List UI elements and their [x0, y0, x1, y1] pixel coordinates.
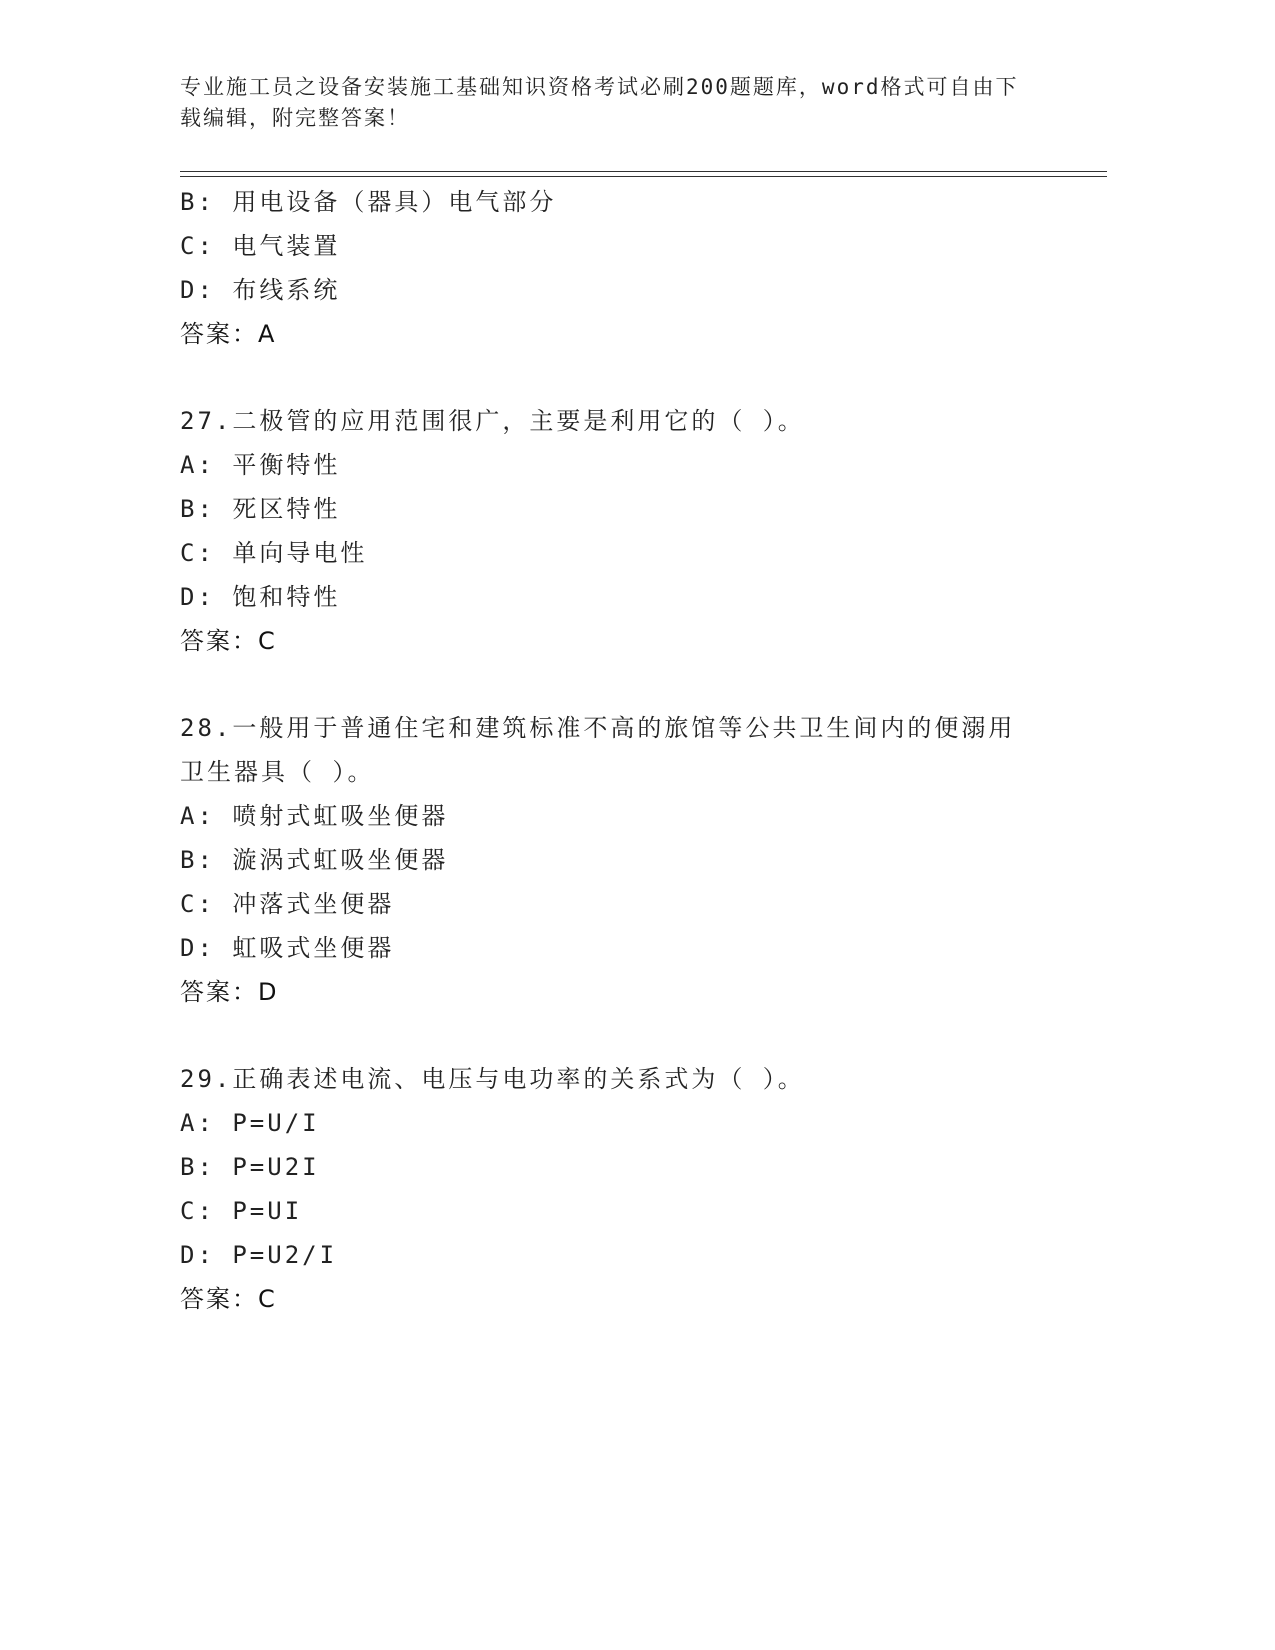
option-d: D: 布线系统 [180, 276, 341, 304]
option-b: B: 漩涡式虹吸坐便器 [180, 846, 449, 874]
header-rule-bottom [180, 176, 1107, 177]
option-d: D: 虹吸式坐便器 [180, 934, 395, 962]
question-text: 29.正确表述电流、电压与电功率的关系式为（ ）。 [180, 1065, 805, 1093]
answer-value: D [258, 978, 279, 1006]
option-c: C: 冲落式坐便器 [180, 890, 395, 918]
answer-value: A [258, 320, 277, 348]
option-b: B: P=U2I [180, 1153, 320, 1181]
option-c: C: 电气装置 [180, 232, 341, 260]
option-b: B: 用电设备（器具）电气部分 [180, 188, 557, 216]
option-a: A: 喷射式虹吸坐便器 [180, 802, 449, 830]
option-b: B: 死区特性 [180, 495, 341, 523]
question-text: 27.二极管的应用范围很广，主要是利用它的（ ）。 [180, 407, 805, 435]
question-28 [180, 706, 1040, 1014]
answer-line [180, 1277, 1040, 1321]
option-a: A: 平衡特性 [180, 451, 341, 479]
question-27 [180, 399, 1040, 663]
header-rule-top [180, 171, 1107, 172]
option-c: C: P=UI [180, 1197, 303, 1225]
answer-line [180, 970, 1040, 1014]
document-header: 专业施工员之设备安装施工基础知识资格考试必刷200题题库，word格式可自由下载编辑，附完整答案！ [180, 75, 1019, 130]
answer-value: C [258, 1285, 277, 1313]
answer-value: C [258, 627, 277, 655]
option-c: C: 单向导电性 [180, 539, 368, 567]
answer-line [180, 619, 1040, 663]
answer-label: 答案： [180, 320, 258, 348]
answer-label: 答案： [180, 1285, 258, 1313]
question-text: 28.一般用于普通住宅和建筑标准不高的旅馆等公共卫生间内的便溺用卫生器具（ ）。 [180, 714, 1016, 786]
question-list [180, 180, 1040, 1321]
option-d: D: 饱和特性 [180, 583, 341, 611]
question-29 [180, 1057, 1040, 1321]
answer-label: 答案： [180, 978, 258, 1006]
answer-line [180, 312, 1040, 356]
answer-label: 答案： [180, 627, 258, 655]
option-d: D: P=U2/I [180, 1241, 338, 1269]
option-a: A: P=U/I [180, 1109, 320, 1137]
question-26-continued [180, 180, 1040, 356]
